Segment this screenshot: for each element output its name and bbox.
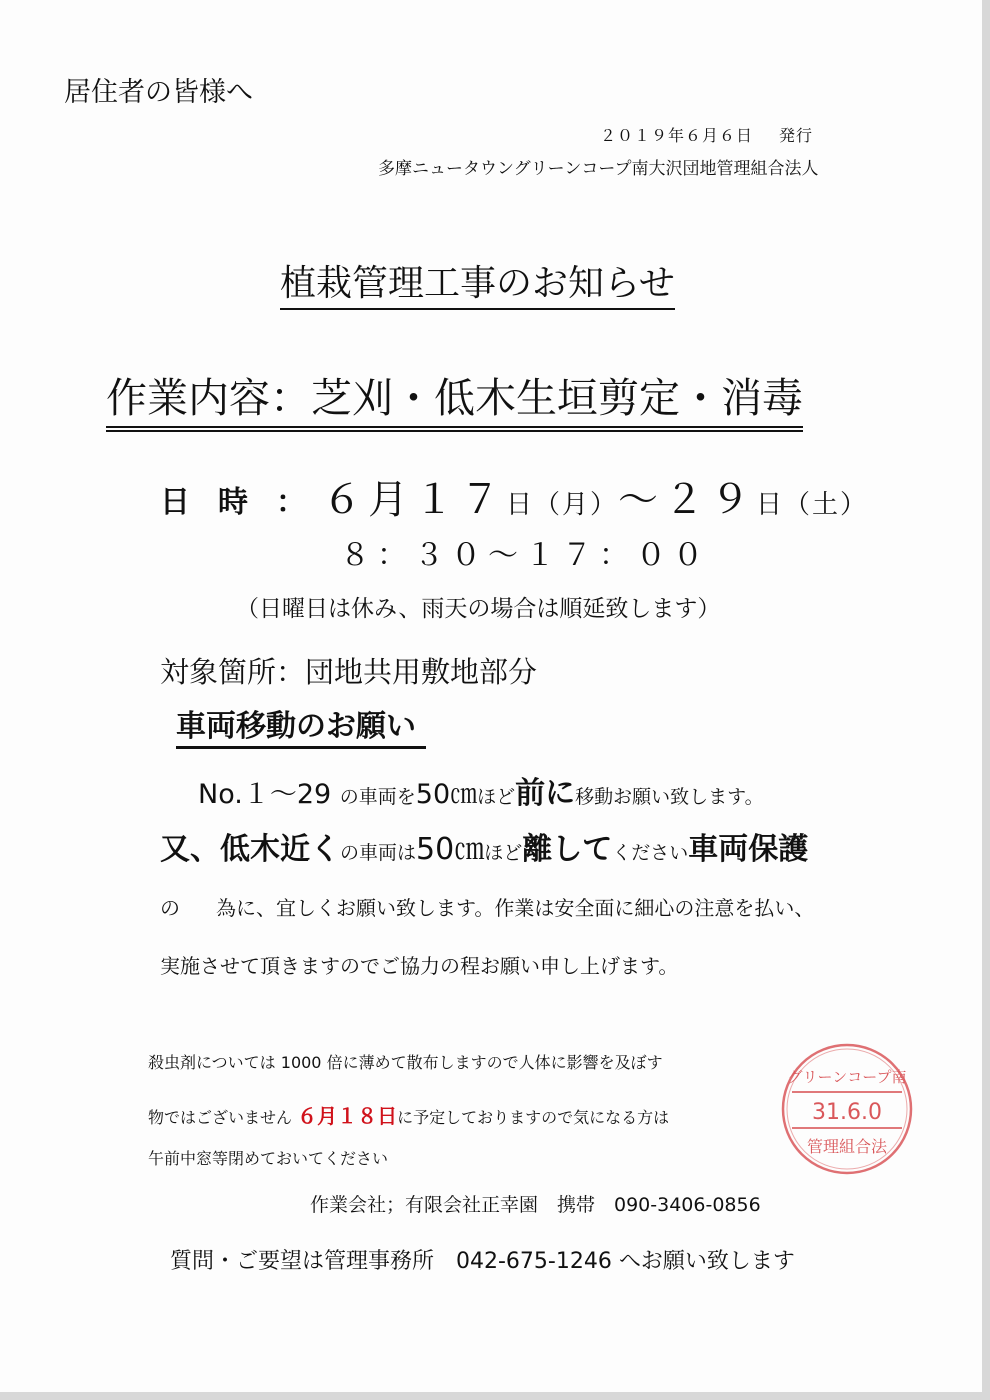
insecticide-line-2 <box>148 1100 669 1129</box>
text-fragment: の車両は <box>340 842 417 864</box>
datetime-label: 日時： <box>160 485 334 520</box>
insecticide-line-1: 殺虫剤については 1000 倍に薄めて散布しますので人体に影響を及ぼす <box>148 1053 663 1072</box>
office-contact: 質問・ご要望は管理事務所 042-675-1246 へお願い致します <box>170 1249 795 1274</box>
date-end: ～２９ <box>618 477 757 523</box>
text-fragment: ください <box>612 842 689 864</box>
request-line-3 <box>160 892 814 921</box>
text-fragment: ほど <box>484 842 523 864</box>
stamp-bottom-text: 管理組合法 <box>806 1137 888 1156</box>
date-start-unit: 日（月） <box>506 490 619 520</box>
work-content: 作業内容：芝刈・低木生垣剪定・消毒 <box>106 372 803 432</box>
request-heading: 車両移動のお願い <box>176 708 426 749</box>
insecticide-line-3: 午前中窓等閉めておいてください <box>148 1149 389 1168</box>
request-line-2 <box>160 824 808 868</box>
text-fragment: 移動お願い致します。 <box>575 786 764 808</box>
date-start: ６月１７ <box>322 477 506 523</box>
emphasis-text: 前に <box>515 776 576 811</box>
spray-date: ６月１８日 <box>297 1104 398 1128</box>
company-contact: 作業会社；有限会社正幸園 携帯 090-3406-0856 <box>310 1194 761 1216</box>
datetime-range <box>322 468 868 525</box>
work-time: ８：３０～１７：００ <box>340 538 710 573</box>
stamp-top-text: グリーンコープ南 <box>787 1068 907 1086</box>
addressee: 居住者の皆様へ <box>64 77 253 108</box>
emphasis-text: 車両保護 <box>688 832 809 867</box>
issue-date-line <box>600 123 813 146</box>
text-fragment: の <box>160 896 180 920</box>
text-fragment: 物ではございません <box>148 1108 293 1127</box>
text-fragment: に予定しておりますので気になる方は <box>397 1108 670 1127</box>
text-fragment: ほど <box>477 786 516 808</box>
association-stamp-icon <box>778 1040 916 1178</box>
schedule-note: （日曜日は休み、雨天の場合は順延致します） <box>236 596 721 622</box>
issue-label: 発行 <box>779 126 814 145</box>
distance-value: 50㎝ <box>416 832 485 867</box>
text-fragment: 為に、宜しくお願い致します。作業は安全面に細心の注意を払い、 <box>216 896 815 920</box>
target-area: 対象箇所：団地共用敷地部分 <box>160 655 538 689</box>
stamp-date-text: 31.6.0 <box>812 1100 882 1125</box>
request-line-1 <box>198 768 764 812</box>
date-end-unit: 日（土） <box>756 490 869 520</box>
emphasis-text: 又、低木近く <box>160 832 340 867</box>
issue-date: ２０１９年６月６日 <box>600 126 754 145</box>
notice-title: 植栽管理工事のお知らせ <box>280 262 675 310</box>
issuer: 多摩ニュータウングリーンコープ南大沢団地管理組合法人 <box>378 159 819 179</box>
request-line-4: 実施させて頂きますのでご協力の程お願い申し上げます。 <box>160 954 679 978</box>
emphasis-text: 離して <box>522 832 613 867</box>
distance-value: 50㎝ <box>415 779 478 810</box>
text-fragment: の車両を <box>339 786 416 808</box>
vehicle-numbers: No.１～29 <box>198 779 332 810</box>
